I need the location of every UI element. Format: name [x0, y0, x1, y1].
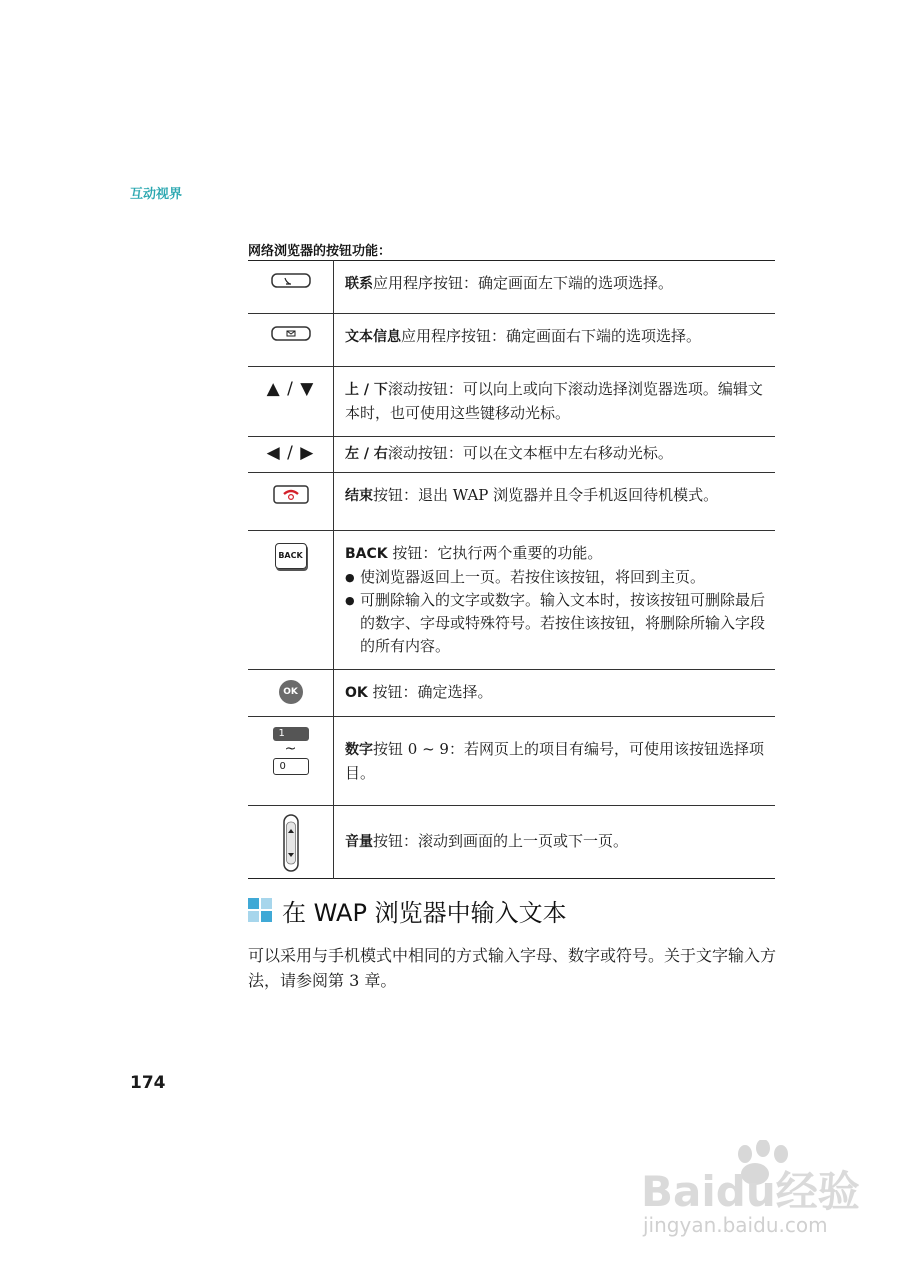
table-caption: 网络浏览器的按钮功能：	[248, 244, 392, 259]
left-right-arrows-icon: ◀ / ▶	[266, 443, 315, 463]
bullet-list	[345, 566, 765, 658]
key-description: 按钮：确定选择。	[367, 683, 493, 701]
key-name: 文本信息	[345, 329, 401, 345]
key-function-table	[248, 260, 775, 879]
table-row	[248, 314, 775, 367]
key-description: 按钮：退出 WAP 浏览器并且令手机返回待机模式。	[373, 486, 719, 504]
key-description: 应用程序按钮：确定画面左下端的选项选择。	[373, 274, 674, 292]
key-name: 联系	[345, 276, 373, 292]
number-one-key: 1	[273, 727, 309, 741]
section-tag: 互动视界	[130, 187, 183, 202]
call-key-icon	[271, 274, 311, 293]
key-name: 结束	[345, 488, 373, 504]
key-name: 上 / 下	[345, 382, 388, 398]
table-row	[248, 261, 775, 314]
key-description: 按钮：它执行两个重要的功能。	[387, 544, 603, 562]
key-name: 音量	[345, 834, 373, 850]
list-item: ● 可删除输入的文字或数字。输入文本时，按该按钮可删除最后的数字、字母或特殊符号。若按住该按钮，将删除所输入字段的所有内容。	[345, 589, 765, 658]
table-row	[248, 717, 775, 806]
range-tilde: ~	[284, 741, 297, 757]
up-down-arrows-icon: ▲ / ▼	[266, 379, 315, 399]
end-key-icon	[273, 490, 309, 509]
page-number: 174	[130, 1073, 166, 1093]
table-row	[248, 367, 775, 437]
back-key-icon: BACK	[275, 543, 307, 569]
key-description: 滚动按钮：可以向上或向下滚动选择浏览器选项。编辑文本时，也可使用这些键移动光标。	[345, 380, 763, 422]
key-description: 按钮：滚动到画面的上一页或下一页。	[373, 832, 629, 850]
number-zero-key: 0	[273, 758, 309, 775]
table-row	[248, 806, 775, 879]
table-row	[248, 531, 775, 670]
table-row	[248, 437, 775, 473]
key-description: 应用程序按钮：确定画面右下端的选项选择。	[401, 327, 702, 345]
table-row	[248, 670, 775, 717]
section-heading	[248, 893, 567, 927]
list-item: ● 使浏览器返回上一页。若按住该按钮，将回到主页。	[345, 566, 765, 589]
watermark-url: jingyan.baidu.com	[643, 1213, 828, 1237]
heading-squares-icon	[248, 898, 272, 922]
volume-key-icon	[283, 857, 299, 876]
message-key-icon	[271, 327, 311, 346]
ok-key-icon: OK	[279, 680, 303, 704]
baidu-jingyan-watermark	[635, 1140, 895, 1240]
key-name: 数字	[345, 741, 373, 758]
section-heading-text: 在 WAP 浏览器中输入文本	[282, 898, 567, 927]
watermark-logo-text: Baidu经验	[641, 1167, 860, 1216]
key-name: OK	[345, 685, 368, 701]
number-keys-icon	[273, 727, 309, 775]
table-row	[248, 473, 775, 531]
key-name: BACK	[345, 546, 388, 562]
key-description: 按钮 0 ~ 9：若网页上的项目有编号，可使用该按钮选择项目。	[345, 739, 764, 782]
key-description: 滚动按钮：可以在文本框中左右移动光标。	[387, 444, 673, 462]
body-paragraph: 可以采用与手机模式中相同的方式输入字母、数字或符号。关于文字输入方法，请参阅第 3 章。	[248, 946, 777, 990]
key-name: 左 / 右	[345, 446, 388, 462]
